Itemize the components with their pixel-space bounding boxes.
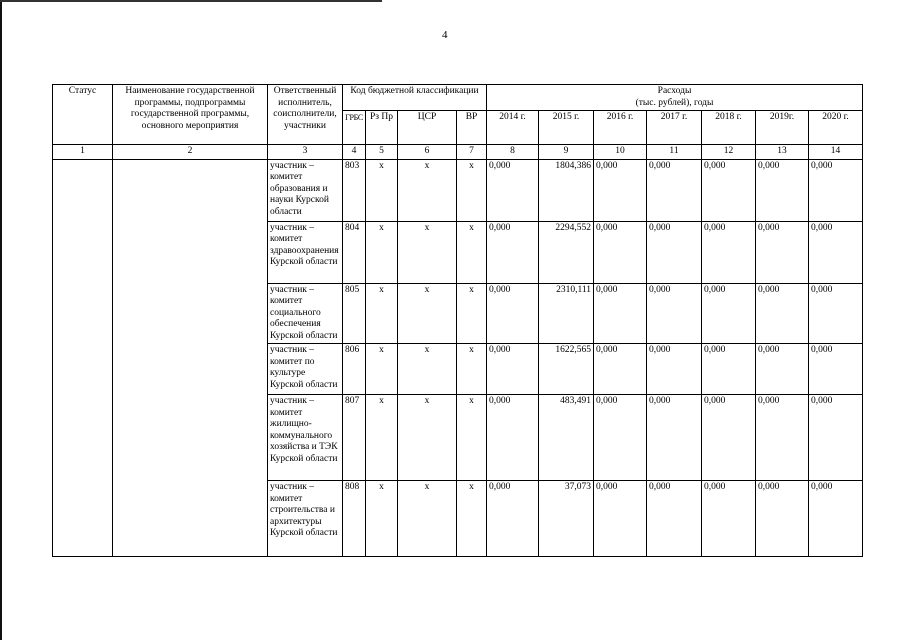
- header-year: 2017 г.: [647, 111, 702, 145]
- value-cell: 0,000: [487, 283, 539, 344]
- column-number: 1: [53, 145, 113, 160]
- header-year: 2019г.: [756, 111, 809, 145]
- header-row-1: [53, 85, 863, 111]
- vr-cell: x: [457, 395, 487, 481]
- value-cell: 1804,386: [539, 159, 594, 221]
- value-cell: 0,000: [487, 481, 539, 557]
- header-rzpr: Рз Пр: [366, 111, 398, 145]
- participant-cell: участник – комитет жилищно-коммунального хозяйства и ТЭК Курской области: [268, 395, 343, 481]
- header-grbs: ГРБС: [343, 111, 366, 145]
- value-cell: 0,000: [594, 221, 647, 283]
- value-cell: 0,000: [702, 159, 756, 221]
- header-status: Статус: [53, 85, 113, 145]
- csr-cell: x: [398, 283, 457, 344]
- csr-cell: x: [398, 395, 457, 481]
- header-year: 2018 г.: [702, 111, 756, 145]
- participant-cell: участник – комитет социального обеспечения Курской области: [268, 283, 343, 344]
- rzpr-cell: x: [366, 159, 398, 221]
- value-cell: 0,000: [702, 481, 756, 557]
- value-cell: 2310,111: [539, 283, 594, 344]
- value-cell: 0,000: [647, 221, 702, 283]
- participant-cell: участник – комитет здравоохранения Курской области: [268, 221, 343, 283]
- vr-cell: x: [457, 221, 487, 283]
- header-responsible: Ответственный исполнитель, соисполнители, участники: [268, 85, 343, 145]
- value-cell: 0,000: [756, 395, 809, 481]
- value-cell: 0,000: [756, 221, 809, 283]
- rzpr-cell: x: [366, 395, 398, 481]
- value-cell: 0,000: [487, 221, 539, 283]
- grbs-cell: 804: [343, 221, 366, 283]
- value-cell: 0,000: [756, 159, 809, 221]
- participant-cell: участник – комитет строительства и архитектуры Курской области: [268, 481, 343, 557]
- value-cell: 0,000: [809, 283, 863, 344]
- table-row: [53, 159, 863, 221]
- csr-cell: x: [398, 159, 457, 221]
- column-number: 4: [343, 145, 366, 160]
- value-cell: 2294,552: [539, 221, 594, 283]
- value-cell: 0,000: [809, 395, 863, 481]
- column-number: 10: [594, 145, 647, 160]
- header-year: 2014 г.: [487, 111, 539, 145]
- value-cell: 0,000: [594, 395, 647, 481]
- value-cell: 0,000: [647, 481, 702, 557]
- scan-top-edge: [0, 0, 382, 2]
- rzpr-cell: x: [366, 283, 398, 344]
- grbs-cell: 805: [343, 283, 366, 344]
- column-number: 14: [809, 145, 863, 160]
- name-cell-empty: [113, 159, 268, 557]
- column-number: 12: [702, 145, 756, 160]
- value-cell: 0,000: [594, 481, 647, 557]
- value-cell: 0,000: [756, 283, 809, 344]
- value-cell: 0,000: [647, 159, 702, 221]
- column-number-row: [53, 145, 863, 160]
- grbs-cell: 807: [343, 395, 366, 481]
- vr-cell: x: [457, 481, 487, 557]
- column-number: 5: [366, 145, 398, 160]
- participant-cell: участник – комитет образования и науки Курской области: [268, 159, 343, 221]
- header-year: 2020 г.: [809, 111, 863, 145]
- vr-cell: x: [457, 344, 487, 395]
- participant-cell: участник – комитет по культуре Курской области: [268, 344, 343, 395]
- status-cell-empty: [53, 159, 113, 557]
- column-number: 2: [113, 145, 268, 160]
- scan-left-edge: [0, 0, 2, 640]
- value-cell: 37,073: [539, 481, 594, 557]
- value-cell: 0,000: [702, 344, 756, 395]
- vr-cell: x: [457, 159, 487, 221]
- grbs-cell: 806: [343, 344, 366, 395]
- page-number: 4: [442, 29, 448, 41]
- value-cell: 0,000: [487, 159, 539, 221]
- header-budget-code: Код бюджетной классификации: [343, 85, 487, 111]
- rzpr-cell: x: [366, 344, 398, 395]
- column-number: 11: [647, 145, 702, 160]
- header-year: 2016 г.: [594, 111, 647, 145]
- csr-cell: x: [398, 344, 457, 395]
- rzpr-cell: x: [366, 221, 398, 283]
- csr-cell: x: [398, 221, 457, 283]
- column-number: 3: [268, 145, 343, 160]
- value-cell: 0,000: [809, 481, 863, 557]
- column-number: 13: [756, 145, 809, 160]
- value-cell: 0,000: [487, 395, 539, 481]
- rzpr-cell: x: [366, 481, 398, 557]
- header-csr: ЦСР: [398, 111, 457, 145]
- header-vr: ВР: [457, 111, 487, 145]
- value-cell: 0,000: [809, 344, 863, 395]
- value-cell: 0,000: [702, 283, 756, 344]
- column-number: 6: [398, 145, 457, 160]
- value-cell: 0,000: [647, 283, 702, 344]
- column-number: 9: [539, 145, 594, 160]
- grbs-cell: 803: [343, 159, 366, 221]
- value-cell: 0,000: [594, 283, 647, 344]
- budget-table: [52, 84, 863, 557]
- value-cell: 0,000: [487, 344, 539, 395]
- value-cell: 0,000: [594, 344, 647, 395]
- csr-cell: x: [398, 481, 457, 557]
- value-cell: 0,000: [756, 344, 809, 395]
- value-cell: 0,000: [594, 159, 647, 221]
- value-cell: 483,491: [539, 395, 594, 481]
- value-cell: 0,000: [647, 395, 702, 481]
- value-cell: 0,000: [809, 221, 863, 283]
- value-cell: 0,000: [809, 159, 863, 221]
- value-cell: 0,000: [702, 221, 756, 283]
- vr-cell: x: [457, 283, 487, 344]
- grbs-cell: 808: [343, 481, 366, 557]
- column-number: 7: [457, 145, 487, 160]
- header-expenses: Расходы (тыс. рублей), годы: [487, 85, 863, 111]
- value-cell: 0,000: [702, 395, 756, 481]
- header-year: 2015 г.: [539, 111, 594, 145]
- value-cell: 0,000: [647, 344, 702, 395]
- column-number: 8: [487, 145, 539, 160]
- value-cell: 1622,565: [539, 344, 594, 395]
- value-cell: 0,000: [756, 481, 809, 557]
- header-name: Наименование государственной программы, подпрограммы государственной программы, основного мероприятия: [113, 85, 268, 145]
